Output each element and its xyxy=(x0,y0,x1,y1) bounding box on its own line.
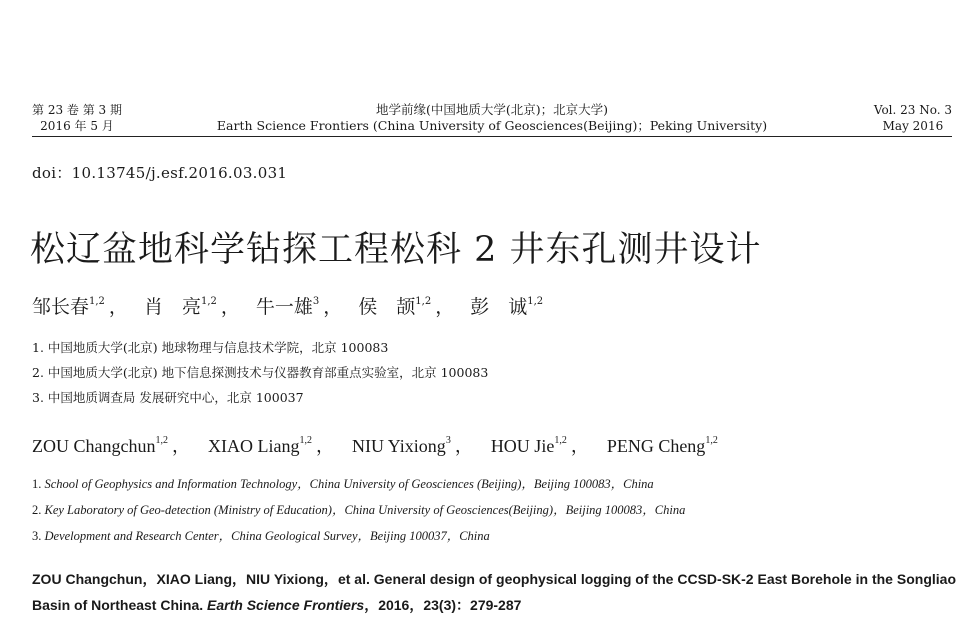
citation: ZOU Changchun，XIAO Liang，NIU Yixiong，et al. General design of geophysical logging of the CCSD-SK-2 East Borehole in the Songliao Basin of Northeast China. Earth Science Frontiers，2016，23(3)：279-287 xyxy=(32,571,956,613)
author-list-cn xyxy=(32,292,563,319)
author-cn: 侯 颉$^{1,2}$ ， xyxy=(358,296,455,318)
author-en: ZOU Changchun$^{1,2}$ ， xyxy=(32,435,190,456)
affiliation-en-2: 2. Key Laboratory of Geo-detection (Ministry of Education)，China University of Geosciences(Beijing)，Beijing 100083，China xyxy=(32,503,686,517)
affiliation-cn-2: 2. 中国地质大学(北京) 地下信息探测技术与仪器教育部重点实验室，北京 100083 xyxy=(32,365,489,380)
volume-issue-en: Vol. 23 No. 3 xyxy=(873,103,952,117)
doi[interactable]: doi：10.13745/j.esf.2016.03.031 xyxy=(32,164,288,182)
journal-name-en: Earth Science Frontiers (China University of Geosciences(Beijing)；Peking University) xyxy=(216,118,768,133)
author-en: NIU Yixiong$^3$ ， xyxy=(351,435,473,456)
date-cn: 2016 年 5 月 xyxy=(40,119,114,133)
affiliation-cn-1: 1. 中国地质大学(北京) 地球物理与信息技术学院，北京 100083 xyxy=(32,340,389,355)
author-en: XIAO Liang$^{1,2}$ ， xyxy=(207,435,334,456)
volume-issue-en-block xyxy=(874,102,952,134)
page-title: 松辽盆地科学钻探工程松科 2 井东孔测井设计 xyxy=(30,230,762,270)
author-cn: 牛一雄$^3$ ， xyxy=(255,296,343,318)
author-list-en xyxy=(32,432,740,458)
affiliation-en-3: 3. Development and Research Center，China Geological Survey，Beijing 100037，China xyxy=(32,529,490,543)
affiliation-cn-3: 3. 中国地质调查局 发展研究中心，北京 100037 xyxy=(32,390,304,405)
journal-name-cn: 地学前缘(中国地质大学(北京)；北京大学) xyxy=(375,102,608,117)
running-header xyxy=(32,102,952,137)
author-en: PENG Cheng$^{1,2}$ xyxy=(606,435,718,456)
citation-journal: Earth Science Frontiers xyxy=(207,597,365,613)
volume-issue-cn: 第 23 卷 第 3 期 xyxy=(32,103,122,117)
affiliation-en-1: 1. School of Geophysics and Information Technology，China University of Geosciences (Beijing)，Beijing 100083，China xyxy=(32,477,654,491)
author-cn: 肖 亮$^{1,2}$ ， xyxy=(143,296,240,318)
date-en: May 2016 xyxy=(882,119,944,133)
author-cn: 彭 诚$^{1,2}$ xyxy=(470,296,544,318)
author-en: HOU Jie$^{1,2}$ ， xyxy=(490,435,589,456)
journal-name xyxy=(32,102,952,134)
author-cn: 邹长春$^{1,2}$ ， xyxy=(32,296,128,318)
